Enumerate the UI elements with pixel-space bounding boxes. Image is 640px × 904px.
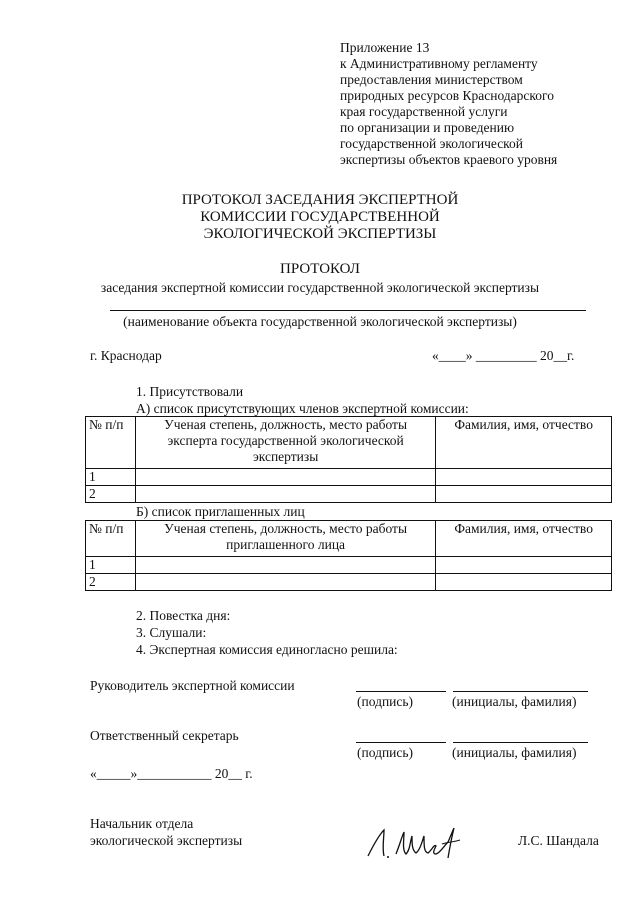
heard-item: 3. Слушали: xyxy=(136,625,207,640)
sign-caption: (подпись) xyxy=(357,745,414,760)
col-name-header: Фамилия, имя, отчество xyxy=(436,521,612,557)
table-header-row xyxy=(86,521,612,557)
secretary-label: Ответственный секретарь xyxy=(90,728,239,743)
head-sign-line[interactable] xyxy=(356,691,446,692)
row-position-cell[interactable] xyxy=(135,557,435,574)
row-number: 1 xyxy=(86,557,136,574)
title-line: ЭКОЛОГИЧЕСКОЙ ЭКСПЕРТИЗЫ xyxy=(203,226,437,242)
col-name-header: Фамилия, имя, отчество xyxy=(436,417,612,469)
section-present-heading: 1. Присутствовали xyxy=(136,384,244,399)
appendix-line: к Административному регламенту xyxy=(340,56,538,71)
row-name-cell[interactable] xyxy=(436,574,612,591)
col-position-header: Ученая степень, должность, место работы приглашенного лица xyxy=(135,521,435,557)
row-position-cell[interactable] xyxy=(135,486,435,503)
row-number: 2 xyxy=(86,574,136,591)
members-list-label: А) список присутствующих членов экспертной комиссии: xyxy=(136,401,469,416)
row-position-cell[interactable] xyxy=(135,574,435,591)
appendix-header xyxy=(340,40,630,168)
position-line: Начальник отдела xyxy=(90,816,194,831)
table-row xyxy=(86,574,612,591)
appendix-line: по организации и проведению xyxy=(340,120,515,135)
appendix-line: природных ресурсов Краснодарского xyxy=(340,88,554,103)
members-table xyxy=(85,416,612,503)
document-title xyxy=(0,192,640,243)
initials-caption: (инициалы, фамилия) xyxy=(452,694,577,709)
appendix-line: государственной экологической xyxy=(340,136,524,151)
appendix-line: Приложение 13 xyxy=(340,40,430,55)
invited-list-label: Б) список приглашенных лиц xyxy=(136,504,305,519)
row-name-cell[interactable] xyxy=(436,486,612,503)
position-line: экологической экспертизы xyxy=(90,833,243,848)
secretary-initials-line[interactable] xyxy=(453,742,588,743)
protocol-date: «____» _________ 20__г. xyxy=(432,348,575,363)
head-initials-line[interactable] xyxy=(453,691,588,692)
agenda-item: 2. Повестка дня: xyxy=(136,608,231,623)
title-line: ПРОТОКОЛ ЗАСЕДАНИЯ ЭКСПЕРТНОЙ xyxy=(181,192,459,208)
initials-caption: (инициалы, фамилия) xyxy=(452,745,577,760)
secretary-sign-line[interactable] xyxy=(356,742,446,743)
protocol-heading: ПРОТОКОЛ xyxy=(280,261,360,277)
sign-date: «_____»___________ 20__ г. xyxy=(90,766,253,781)
table-row xyxy=(86,469,612,486)
row-number: 2 xyxy=(86,486,136,503)
sign-caption: (подпись) xyxy=(357,694,414,709)
table-row xyxy=(86,486,612,503)
head-label: Руководитель экспертной комиссии xyxy=(90,678,295,693)
row-name-cell[interactable] xyxy=(436,557,612,574)
col-position-header: Ученая степень, должность, место работы эксперта государственной экологической экспертизы xyxy=(135,417,435,469)
object-name-line xyxy=(110,310,586,311)
protocol-subtitle: заседания экспертной комиссии государственной экологической экспертизы xyxy=(100,280,540,295)
object-name-caption: (наименование объекта государственной экологической экспертизы) xyxy=(123,314,517,329)
appendix-line: края государственной услуги xyxy=(340,104,508,119)
row-number: 1 xyxy=(86,469,136,486)
title-line: КОМИССИИ ГОСУДАРСТВЕННОЙ xyxy=(200,209,440,225)
appendix-line: экспертизы объектов краевого уровня xyxy=(340,152,558,167)
table-row xyxy=(86,557,612,574)
signer-name: Л.С. Шандала xyxy=(518,833,599,848)
table-header-row xyxy=(86,417,612,469)
invited-table xyxy=(85,520,612,591)
handwritten-signature xyxy=(362,820,472,864)
city: г. Краснодар xyxy=(90,348,162,363)
col-number-header: № п/п xyxy=(86,521,136,557)
row-position-cell[interactable] xyxy=(135,469,435,486)
decision-item: 4. Экспертная комиссия единогласно решила: xyxy=(136,642,398,657)
row-name-cell[interactable] xyxy=(436,469,612,486)
col-number-header: № п/п xyxy=(86,417,136,469)
appendix-line: предоставления министерством xyxy=(340,72,523,87)
